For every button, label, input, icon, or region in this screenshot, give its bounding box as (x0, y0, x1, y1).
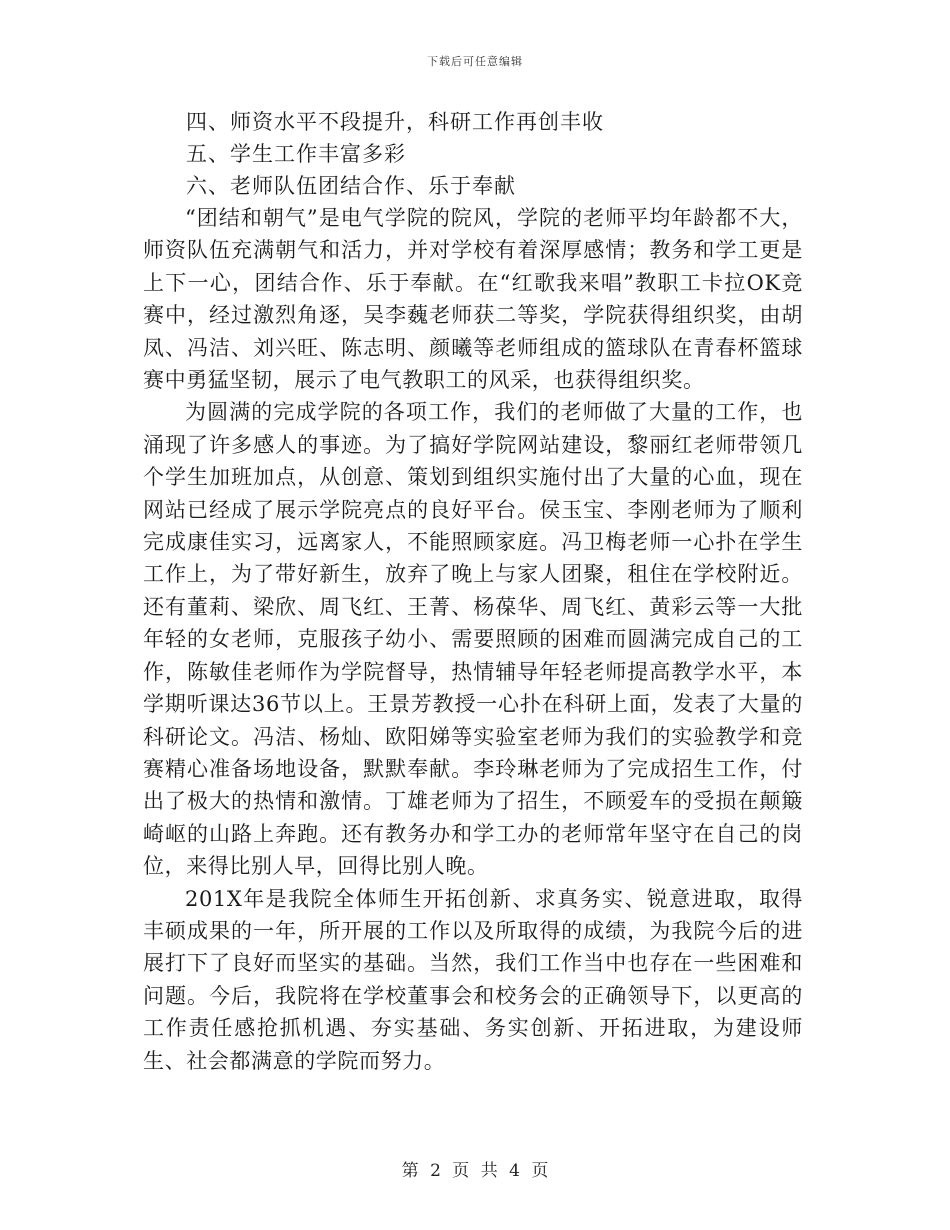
page-header: 下载后可任意编辑 (427, 55, 523, 68)
body-paragraph: 为圆满的完成学院的各项工作，我们的老师做了大量的工作，也涌现了许多感人的事迹。为了搞好学院网站建设，黎丽红老师带领几个学生加班加点，从创意、策划到组织实施付出了大量的心血，现在网站已经成了展示学院亮点的良好平台。侯玉宝、李刚老师为了顺利完成康佳实习，远离家人，不能照顾家庭。冯卫梅老师一心扑在学生工作上，为了带好新生，放弃了晚上与家人团聚，租住在学校附近。还有董莉、梁欣、周飞红、王菁、杨葆华、周飞红、黄彩云等一大批年轻的女老师，克服孩子幼小、需要照顾的困难而圆满完成自己的工作，陈敏佳老师作为学院督导，热情辅导年轻老师提高教学水平，本学期听课达36节以上。王景芳教授一心扑在科研上面，发表了大量的科研论文。冯洁、杨灿、欧阳娣等实验室老师为我们的实验教学和竞赛精心准备场地设备，默默奉献。李玲琳老师为了完成招生工作，付出了极大的热情和激情。丁雄老师为了招生，不顾爱车的受损在颠簸崎岖的山路上奔跑。还有教务办和学工办的老师常年坚守在自己的岗位，来得比别人早，回得比别人晚。 (143, 400, 803, 879)
document-body (143, 106, 803, 1077)
section-heading-5: 五、学生工作丰富多彩 (186, 142, 406, 166)
body-paragraph: 201X年是我院全体师生开拓创新、求真务实、锐意进取，取得丰硕成果的一年，所开展的工作以及所取得的成绩，为我院今后的进展打下了良好而坚实的基础。当然，我们工作当中也存在一些困难和问题。今后，我院将在学校董事会和校务会的正确领导下，以更高的工作责任感抢抓机遇、夯实基础、务实创新、开拓进取，为建设师生、社会都满意的学院而努力。 (143, 886, 803, 1073)
page-number-footer: 第 2 页 共 4 页 (401, 1161, 549, 1181)
section-heading-4: 四、师资水平不段提升，科研工作再创丰收 (186, 110, 604, 134)
body-paragraph: “团结和朝气”是电气学院的院风，学院的老师平均年龄都不大，师资队伍充满朝气和活力，并对学校有着深厚感情；教务和学工更是上下一心，团结合作、乐于奉献。在“红歌我来唱”教职工卡拉OK竞赛中，经过激烈角逐，吴李蘶老师获二等奖，学院获得组织奖，由胡凤、冯洁、刘兴旺、陈志明、颜曦等老师组成的篮球队在青春杯篮球赛中勇猛坚韧，展示了电气教职工的风采，也获得组织奖。 (143, 206, 803, 393)
section-heading-6: 六、老师队伍团结合作、乐于奉献 (186, 174, 516, 198)
